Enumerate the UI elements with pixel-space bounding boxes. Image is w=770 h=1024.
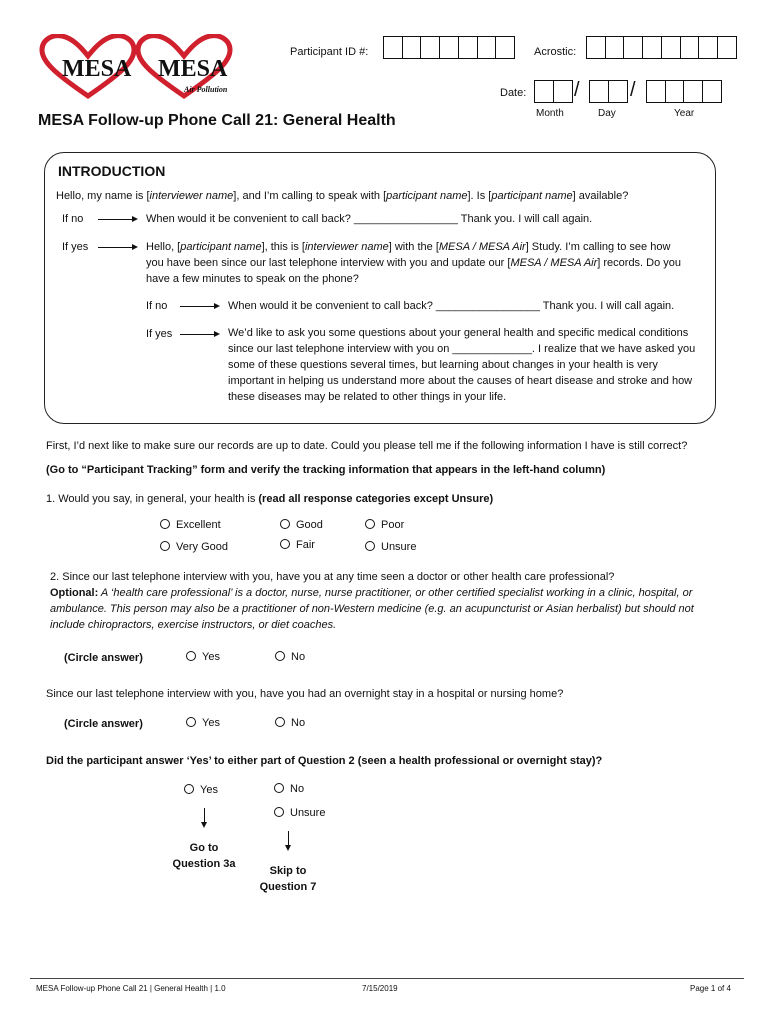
footer-date: 7/15/2019	[362, 984, 398, 993]
circle-answer-label: (Circle answer)	[64, 652, 143, 664]
radio-icon[interactable]	[365, 519, 375, 529]
intro-hello: Hello, my name is [interviewer name], and I’m calling to speak with [participant name]. Is [participant name] available?	[56, 190, 629, 202]
introduction-heading: INTRODUCTION	[58, 163, 166, 179]
option-excellent[interactable]: Excellent	[160, 519, 221, 531]
acrostic-boxes[interactable]	[586, 36, 736, 59]
footer-left: MESA Follow-up Phone Call 21 | General Health | 1.0	[36, 984, 226, 993]
skip-to-question-7: Skip to Question 7	[259, 865, 317, 893]
month-caption: Month	[536, 108, 564, 119]
q2c-unsure-option[interactable]: Unsure	[274, 807, 325, 819]
radio-icon[interactable]	[274, 807, 284, 817]
tracking-note: (Go to “Participant Tracking” form and verify the tracking information that appears in the left-hand column)	[46, 464, 606, 476]
q2c-yes-option[interactable]: Yes	[184, 784, 218, 796]
radio-icon[interactable]	[186, 651, 196, 661]
page-title: MESA Follow-up Phone Call 21: General Health	[38, 112, 396, 129]
day-caption: Day	[598, 108, 616, 119]
arrow-right-icon	[180, 334, 218, 335]
radio-icon[interactable]	[160, 519, 170, 529]
date-slash-1: /	[574, 79, 580, 101]
goto-question-3a: Go to Question 3a	[172, 842, 236, 870]
circle-answer-label: (Circle answer)	[64, 718, 143, 730]
radio-icon[interactable]	[186, 717, 196, 727]
date-label: Date:	[500, 87, 527, 99]
q2b-no-option[interactable]: No	[275, 717, 305, 729]
question-1: 1. Would you say, in general, your health is (read all response categories except Unsure)	[46, 493, 494, 505]
year-caption: Year	[674, 108, 695, 119]
radio-icon[interactable]	[280, 539, 290, 549]
if-no-label: If no	[62, 213, 84, 225]
heart-logo-icon	[36, 34, 256, 104]
arrow-right-icon	[98, 219, 136, 220]
radio-icon[interactable]	[365, 541, 375, 551]
radio-icon[interactable]	[280, 519, 290, 529]
option-good[interactable]: Good	[280, 519, 323, 531]
date-year-boxes[interactable]	[646, 80, 721, 103]
radio-icon[interactable]	[160, 541, 170, 551]
if-yes-2-text: We’d like to ask you some questions about your general health and specific medical conditions since our last telephone interview with you on _____________. I realize that we have asked you some of these questions several times, but learning about changes in your health is very important in helping us understand more about the causes of heart disease and stroke and how these diseases may be related to other things in your life.	[228, 327, 696, 403]
date-slash-2: /	[630, 79, 636, 101]
radio-icon[interactable]	[275, 651, 285, 661]
option-poor[interactable]: Poor	[365, 519, 404, 531]
acrostic-label: Acrostic:	[534, 46, 577, 58]
radio-icon[interactable]	[184, 784, 194, 794]
question-2c: Did the participant answer ‘Yes’ to either part of Question 2 (seen a health professional or overnight stay)?	[46, 755, 603, 767]
participant-id-boxes[interactable]	[383, 36, 514, 59]
logo-text-1: MESA	[62, 56, 132, 82]
if-no-2-label: If no	[146, 300, 168, 312]
if-yes-2-label: If yes	[146, 328, 173, 340]
footer-divider	[30, 978, 744, 979]
date-month-boxes[interactable]	[534, 80, 571, 103]
question-2: 2. Since our last telephone interview with you, have you at any time seen a doctor or other health care professional?	[50, 571, 615, 583]
footer-page: Page 1 of 4	[690, 984, 731, 993]
question-2-optional: Optional: A ‘health care professional’ is a doctor, nurse, nurse practitioner, or other certified specialist working in a clinic, hospital, or ambulance. This person may also be a practitioner of non-Western medicine (e.g. an acupuncturist or Asian herbalist) but should not include chiropractors, exercise instructors, or diet coaches.	[50, 587, 694, 631]
q2b-yes-option[interactable]: Yes	[186, 717, 220, 729]
participant-id-label: Participant ID #:	[290, 46, 369, 58]
arrow-right-icon	[180, 306, 218, 307]
option-very-good[interactable]: Very Good	[160, 541, 228, 553]
q2c-no-option[interactable]: No	[274, 783, 304, 795]
radio-icon[interactable]	[275, 717, 285, 727]
logo-text-2: MESA	[158, 56, 228, 82]
mesa-logo	[36, 34, 256, 104]
question-2b: Since our last telephone interview with you, have you had an overnight stay in a hospital or nursing home?	[46, 688, 564, 700]
q2-yes-option[interactable]: Yes	[186, 651, 220, 663]
if-yes-label: If yes	[62, 241, 89, 253]
if-no-text: When would it be convenient to call back? _________________ Thank you. I will call again.	[146, 213, 593, 225]
records-text: First, I’d next like to make sure our records are up to date. Could you please tell me if the following information I have is still correct?	[46, 440, 688, 452]
option-fair[interactable]: Fair	[280, 539, 315, 551]
arrow-down-icon	[204, 808, 205, 826]
if-no-2-text: When would it be convenient to call back? _________________ Thank you. I will call again.	[228, 300, 675, 312]
radio-icon[interactable]	[274, 783, 284, 793]
option-unsure[interactable]: Unsure	[365, 541, 416, 553]
logo-tagline: Air Pollution	[184, 85, 228, 94]
arrow-down-icon	[288, 831, 289, 849]
q2-no-option[interactable]: No	[275, 651, 305, 663]
date-day-boxes[interactable]	[589, 80, 626, 103]
arrow-right-icon	[98, 247, 136, 248]
if-yes-text: Hello, [participant name], this is [interviewer name] with the [MESA / MESA Air] Study. I’m calling to see how you have been since our last telephone interview with you and update our [MESA / MESA Air] records. Do you have a few minutes to speak on the phone?	[146, 241, 682, 285]
